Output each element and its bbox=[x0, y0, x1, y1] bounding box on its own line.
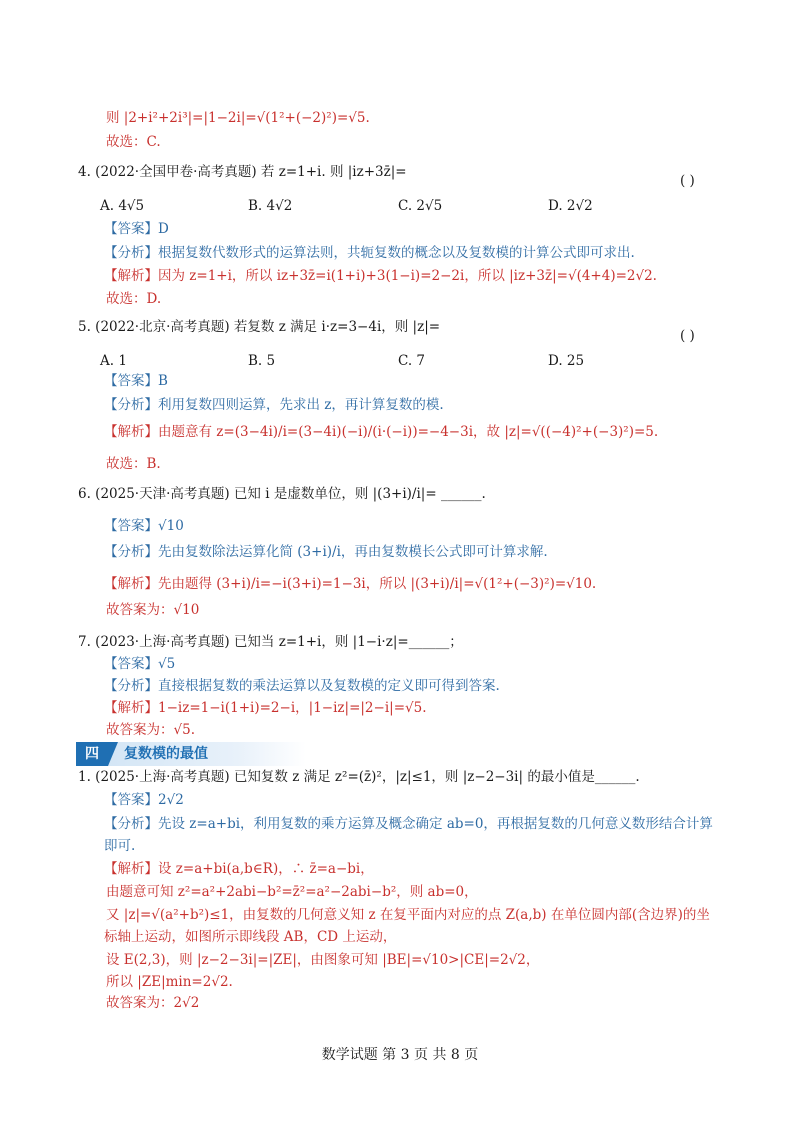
section-number: 四 bbox=[76, 742, 108, 766]
text-line-q7jx: 【解析】1−iz=1−i(1+i)=2−i，|1−iz|=|2−i|=√5. bbox=[104, 700, 427, 716]
section-title: 复数模的最值 bbox=[124, 746, 208, 762]
text-line-p1: 1. (2025·上海·高考真题) 已知复数 z 满足 z²=(z̄)²，|z|≤1，则 |z−2−3i| 的最小值是______. bbox=[78, 769, 640, 785]
text-line-l1: 则 |2+i²+2i³|=|1−2i|=√(1²+(−2)²)=√5. bbox=[106, 110, 370, 126]
text-line-q7sel: 故答案为：√5. bbox=[106, 722, 195, 738]
text-line-q5ans: 【答案】B bbox=[104, 373, 168, 389]
text-line-l2: 故选：C. bbox=[106, 134, 161, 150]
text-line-p1jx5: 设 E(2,3)，则 |z−2−3i|=|ZE|，由图象可知 |BE|=√10>|CE|=2√2， bbox=[106, 952, 540, 968]
text-line-q6jx: 【解析】先由题得 (3+i)/i=−i(3+i)=1−3i，所以 |(3+i)/i|=√(1²+(−3)²)=√10. bbox=[104, 576, 597, 592]
q5-option: B. 5 bbox=[248, 353, 276, 369]
text-line-p1an2: 即可. bbox=[104, 838, 136, 854]
q4-answer-paren: ( ) bbox=[680, 173, 695, 189]
text-line-q7an: 【分析】直接根据复数的乘法运算以及复数模的定义即可得到答案. bbox=[104, 678, 500, 694]
text-line-q7ans: 【答案】√5 bbox=[104, 656, 176, 672]
q5-option: D. 25 bbox=[548, 353, 585, 369]
text-line-q6sel: 故答案为：√10 bbox=[106, 602, 200, 618]
text-line-p1jx3: 又 |z|=√(a²+b²)≤1，由复数的几何意义知 z 在复平面内对应的点 Z(a,b) 在单位圆内部(含边界)的坐 bbox=[106, 907, 710, 923]
q4-option: C. 2√5 bbox=[398, 198, 443, 214]
text-line-p1jx7: 故答案为：2√2 bbox=[106, 995, 200, 1011]
q5-option: A. 1 bbox=[100, 353, 127, 369]
text-line-p1jx2: 由题意可知 z²=a²+2abi−b²=z̄²=a²−2abi−b²，则 ab=0， bbox=[106, 884, 478, 900]
section-header bbox=[76, 742, 306, 766]
text-line-q7: 7. (2023·上海·高考真题) 已知当 z=1+i，则 |1−i·z|=______； bbox=[78, 634, 463, 650]
q4-option: B. 4√2 bbox=[248, 198, 293, 214]
text-line-p1jx1: 【解析】设 z=a+bi(a,b∈R)，∴ z̄=a−bi， bbox=[104, 861, 374, 877]
text-line-q4: 4. (2022·全国甲卷·高考真题) 若 z=1+i. 则 |iz+3z̄|= bbox=[78, 164, 407, 180]
text-line-q4sel: 故选：D. bbox=[106, 291, 162, 307]
text-line-p1jx6: 所以 |ZE|min=2√2. bbox=[106, 974, 233, 990]
text-line-q6: 6. (2025·天津·高考真题) 已知 i 是虚数单位，则 |(3+i)/i|= ______. bbox=[78, 486, 486, 502]
section-tab-shape bbox=[108, 742, 118, 766]
q4-option: A. 4√5 bbox=[100, 198, 145, 214]
text-line-q5sel: 故选：B. bbox=[106, 456, 161, 472]
page-footer: 数学试题 第 3 页 共 8 页 bbox=[321, 1047, 479, 1063]
text-line-p1jx4: 标轴上运动，如图所示即线段 AB，CD 上运动， bbox=[104, 929, 397, 945]
q5-answer-paren: ( ) bbox=[680, 328, 695, 344]
q5-option: C. 7 bbox=[398, 353, 426, 369]
text-line-q5jx: 【解析】由题意有 z=(3−4i)/i=(3−4i)(−i)/(i·(−i))=−4−3i，故 |z|=√((−4)²+(−3)²)=5. bbox=[104, 424, 659, 440]
text-line-q4jx: 【解析】因为 z=1+i，所以 iz+3z̄=i(1+i)+3(1−i)=2−2i，所以 |iz+3z̄|=√(4+4)=2√2. bbox=[104, 268, 657, 284]
text-line-q4an: 【分析】根据复数代数形式的运算法则，共轭复数的概念以及复数模的计算公式即可求出. bbox=[104, 245, 635, 261]
text-line-q5: 5. (2022·北京·高考真题) 若复数 z 满足 i·z=3−4i，则 |z|= bbox=[78, 319, 441, 335]
text-line-q5an: 【分析】利用复数四则运算，先求出 z，再计算复数的模. bbox=[104, 397, 444, 413]
q4-option: D. 2√2 bbox=[548, 198, 593, 214]
text-line-q6an: 【分析】先由复数除法运算化简 (3+i)/i，再由复数模长公式即可计算求解. bbox=[104, 544, 548, 560]
text-line-p1an1: 【分析】先设 z=a+bi，利用复数的乘方运算及概念确定 ab=0，再根据复数的几何意义数形结合计算 bbox=[104, 816, 713, 832]
text-line-p1ans: 【答案】2√2 bbox=[104, 792, 184, 808]
text-line-q4ans: 【答案】D bbox=[104, 221, 169, 237]
text-line-q6ans: 【答案】√10 bbox=[104, 518, 184, 534]
